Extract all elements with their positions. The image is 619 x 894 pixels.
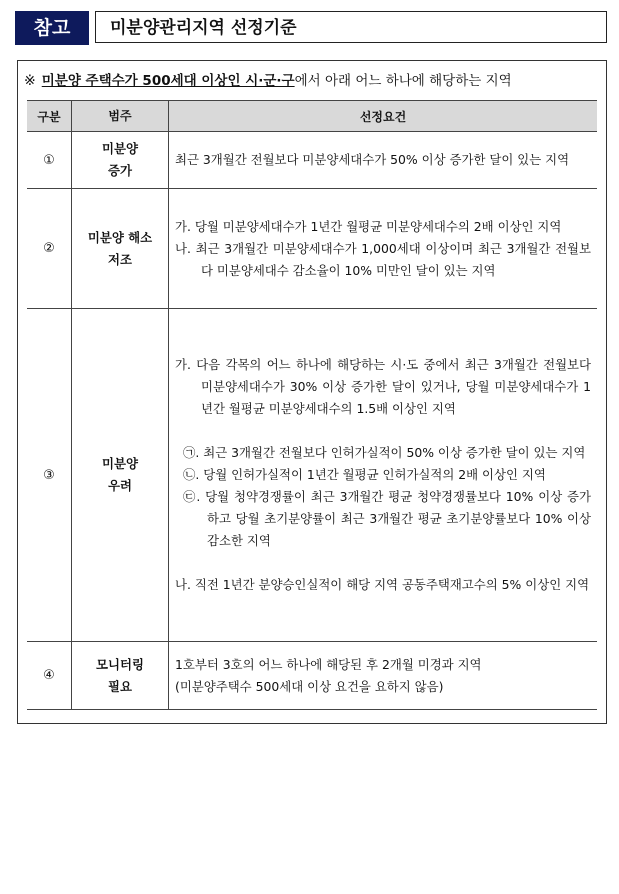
row-number: ①	[27, 132, 72, 189]
category-line: 미분양	[102, 456, 138, 471]
requirement-item: 가. 다음 각목의 어느 하나에 해당하는 시·도 중에서 최근 3개월간 전월보다 미분양세대수가 30% 이상 증가한 달이 있거나, 당월 미분양세대수가 1년간 월평균 미분양세대수의 1.5배 이상인 지역	[175, 357, 591, 416]
header	[15, 11, 609, 45]
table-row	[27, 189, 597, 309]
row-number: ②	[27, 189, 72, 309]
page-title: 미분양관리지역 선정기준	[95, 11, 607, 43]
row-requirement	[169, 642, 598, 710]
category-line: 미분양 해소	[87, 229, 153, 245]
requirement-subitem: ㉠. 최근 3개월간 전월보다 인허가실적이 50% 이상 증가한 달이 있는 지역	[183, 445, 586, 460]
category-line: 모니터링	[96, 656, 144, 672]
row-number: ③	[27, 309, 72, 642]
category-line: 증가	[108, 163, 132, 178]
row-category	[72, 642, 169, 710]
category-line: 우려	[108, 478, 132, 493]
row-requirement	[169, 309, 598, 642]
requirement-item: 가. 당월 미분양세대수가 1년간 월평균 미분양세대수의 2배 이상인 지역	[175, 218, 562, 234]
row-requirement	[169, 132, 598, 189]
note-mark: ※	[24, 73, 36, 89]
criteria-note	[24, 69, 600, 89]
reference-badge: 참고	[15, 11, 89, 45]
criteria-table	[27, 100, 597, 710]
category-line: 미분양	[102, 141, 138, 156]
requirement-item: 나. 직전 1년간 분양승인실적이 해당 지역 공동주택재고수의 5% 이상인 지역	[175, 577, 590, 592]
category-line: 저조	[108, 251, 132, 267]
row-category	[72, 309, 169, 642]
note-underlined: 미분양 주택수가 500세대 이상인 시·군·구	[41, 73, 295, 89]
row-category	[72, 189, 169, 309]
row-number: ④	[27, 642, 72, 710]
table-row	[27, 309, 597, 642]
content-frame	[17, 60, 607, 724]
header-requirements: 선정요건	[169, 101, 598, 132]
note-rest: 에서 아래 어느 하나에 해당하는 지역	[294, 73, 512, 89]
header-category: 범주	[72, 101, 169, 132]
table-row	[27, 642, 597, 710]
requirement-text: 최근 3개월간 전월보다 미분양세대수가 50% 이상 증가한 달이 있는 지역	[175, 152, 570, 167]
requirement-item: 나. 최근 3개월간 미분양세대수가 1,000세대 이상이며 최근 3개월간 전월보다 미분양세대수 감소율이 10% 미만인 달이 있는 지역	[175, 240, 591, 278]
row-category	[72, 132, 169, 189]
header-division: 구분	[27, 101, 72, 132]
table-row	[27, 132, 597, 189]
requirement-subitem: ㉢. 당월 청약경쟁률이 최근 3개월간 평균 청약경쟁률보다 10% 이상 증가하고 당월 초기분양률이 최근 3개월간 평균 초기분양률보다 10% 이상 감소한 지역	[183, 489, 591, 548]
category-line: 필요	[108, 678, 132, 694]
requirement-text: (미분양주택수 500세대 이상 요건을 요하지 않음)	[175, 678, 444, 694]
requirement-subitem: ㉡. 당월 인허가실적이 1년간 월평균 인허가실적의 2배 이상인 지역	[183, 467, 546, 482]
table-header-row	[27, 101, 597, 132]
row-requirement	[169, 189, 598, 309]
requirement-text: 1호부터 3호의 어느 하나에 해당된 후 2개월 미경과 지역	[175, 656, 482, 672]
